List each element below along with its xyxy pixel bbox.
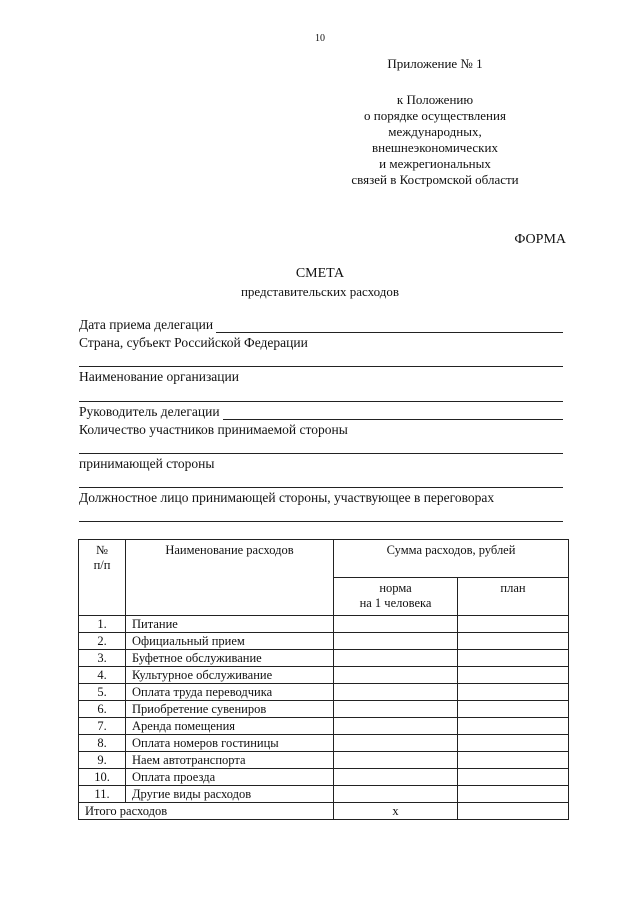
field-participants-label: Количество участников принимаемой стороны [79,422,348,437]
row-num: 10. [79,769,126,786]
row-plan-cell[interactable] [458,752,569,769]
row-name: Официальный прием [126,633,334,650]
table-row [79,667,569,684]
table-total-row [79,803,569,820]
table-row [79,650,569,667]
row-plan-cell[interactable] [458,735,569,752]
row-plan-cell[interactable] [458,684,569,701]
row-num: 1. [79,616,126,633]
field-country [79,334,563,351]
row-num: 9. [79,752,126,769]
table-row [79,786,569,803]
field-head-label: Руководитель делегации [79,404,220,419]
row-norm-cell[interactable] [334,650,458,667]
row-num: 8. [79,735,126,752]
estimate-subtitle: представительских расходов [240,284,400,299]
table-row [79,633,569,650]
row-num: 4. [79,667,126,684]
row-name: Оплата труда переводчика [126,684,334,701]
row-plan-cell[interactable] [458,718,569,735]
table-row [79,769,569,786]
expense-table [78,539,569,820]
row-num: 11. [79,786,126,803]
appendix-line: международных, [388,124,482,139]
table-header-row [79,540,569,578]
row-norm-cell[interactable] [334,786,458,803]
row-name: Буфетное обслуживание [126,650,334,667]
field-date [79,316,563,333]
table-row [79,616,569,633]
row-plan-cell[interactable] [458,786,569,803]
appendix-line: о порядке осуществления [364,108,506,123]
row-name: Аренда помещения [126,718,334,735]
table-row [79,752,569,769]
row-norm-cell[interactable] [334,684,458,701]
row-num: 7. [79,718,126,735]
appendix-line: и межрегиональных [379,156,491,171]
row-num: 6. [79,701,126,718]
field-official-label: Должностное лицо принимающей стороны, участвующее в переговорах [79,490,495,505]
field-organization [79,368,563,385]
row-plan-cell[interactable] [458,616,569,633]
field-participants-blank[interactable] [79,453,563,454]
field-participants [79,421,563,438]
row-norm-cell[interactable] [334,769,458,786]
total-norm: х [334,803,458,820]
row-plan-cell[interactable] [458,701,569,718]
form-label: ФОРМА [514,232,566,247]
row-name: Питание [126,616,334,633]
field-head-blank[interactable] [223,406,563,420]
row-norm-cell[interactable] [334,701,458,718]
table-row [79,701,569,718]
field-date-blank[interactable] [216,319,563,333]
field-head [79,403,563,420]
field-organization-label: Наименование организации [79,369,239,384]
row-name: Оплата проезда [126,769,334,786]
table-row [79,684,569,701]
estimate-heading [0,265,640,301]
row-name: Оплата номеров гостиницы [126,735,334,752]
field-official [79,489,563,506]
row-norm-cell[interactable] [334,718,458,735]
row-norm-cell[interactable] [334,752,458,769]
row-norm-cell[interactable] [334,667,458,684]
field-official-blank[interactable] [79,521,563,522]
total-label: Итого расходов [79,803,334,820]
row-num: 5. [79,684,126,701]
table-row [79,735,569,752]
header-name: Наименование расходов [126,540,334,616]
page-number: 10 [315,33,325,44]
row-plan-cell[interactable] [458,650,569,667]
row-plan-cell[interactable] [458,667,569,684]
row-name: Культурное обслуживание [126,667,334,684]
appendix-line: связей в Костромской области [351,172,519,187]
appendix-reference [330,92,540,188]
row-name: Наем автотранспорта [126,752,334,769]
row-num: 3. [79,650,126,667]
row-norm-cell[interactable] [334,616,458,633]
appendix-line: к Положению [396,92,474,107]
field-country-blank[interactable] [79,366,563,367]
field-receiving [79,455,563,472]
header-plan: план [458,578,569,616]
row-name: Другие виды расходов [126,786,334,803]
table-row [79,718,569,735]
appendix-line: внешнеэкономических [372,140,498,155]
header-num: № п/п [79,540,126,616]
field-organization-blank[interactable] [79,401,563,402]
row-num: 2. [79,633,126,650]
header-norm: норма на 1 человека [334,578,458,616]
row-norm-cell[interactable] [334,633,458,650]
field-country-label: Страна, субъект Российской Федерации [79,335,308,350]
row-plan-cell[interactable] [458,633,569,650]
total-plan-cell[interactable] [458,803,569,820]
row-name: Приобретение сувениров [126,701,334,718]
appendix-title: Приложение № 1 [387,56,483,71]
field-date-label: Дата приема делегации [79,317,214,332]
field-receiving-label: принимающей стороны [79,456,215,471]
field-receiving-blank[interactable] [79,487,563,488]
row-norm-cell[interactable] [334,735,458,752]
row-plan-cell[interactable] [458,769,569,786]
estimate-title: СМЕТА [295,266,345,281]
header-sum: Сумма расходов, рублей [334,540,569,578]
